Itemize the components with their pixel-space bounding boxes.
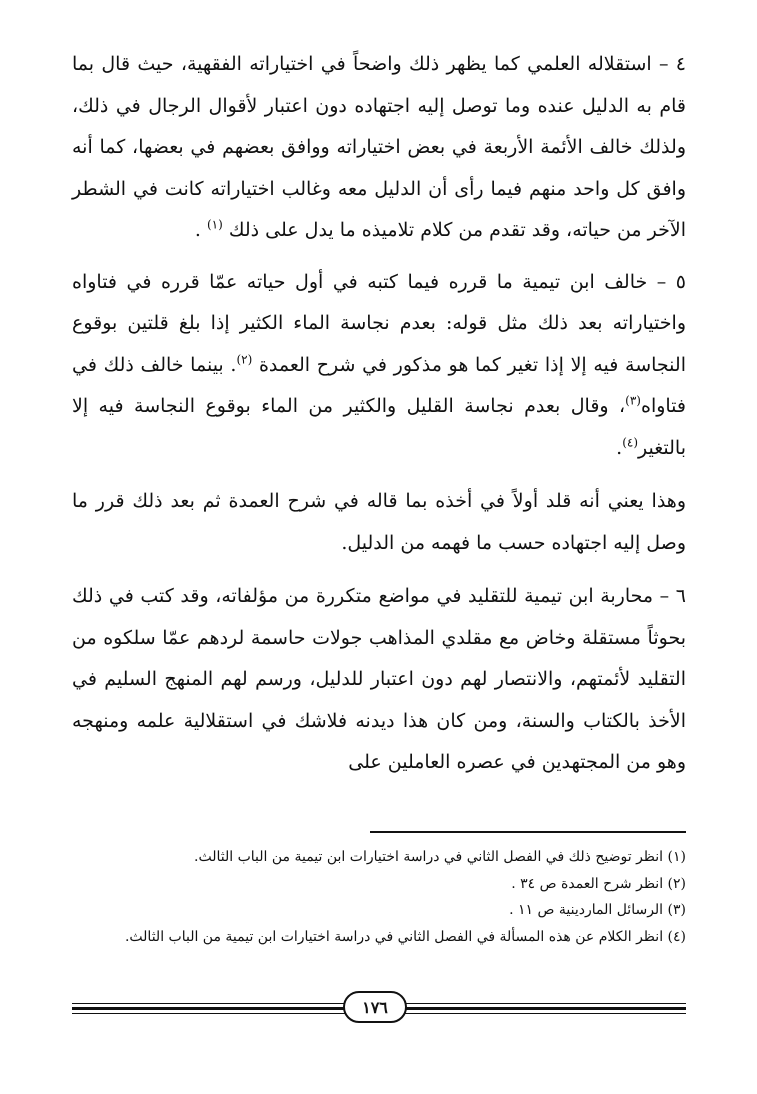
- paragraph-text-continued: ، وقال بعدم نجاسة القليل والكثير من الماء بوقوع النجاسة فيه إلا بالتغير: [72, 395, 686, 459]
- paragraph-imitation: وهذا يعني أنه قلد أولاً في أخذه بما قاله في شرح العمدة ثم بعد ذلك قرر ما وصل إليه اجتهاده حسب ما فهمه من الدليل.: [72, 490, 686, 554]
- paragraph-contradiction: [72, 262, 686, 470]
- paragraph-end: .: [616, 436, 623, 459]
- footnote-ref-1[interactable]: (١): [206, 217, 223, 232]
- paragraph-text: ٥ – خالف ابن تيمية ما قرره فيما كتبه في أول حياته عمّا قرره في فتاواه واختياراته بعد ذلك مثل قوله: بعدم نجاسة الماء الكثير إذا بلغ قلتين بوقوع النجاسة فيه إلا إذا تغير كما هو مذكور في شرح العمدة: [72, 270, 686, 376]
- footnote-4: (٤) انظر الكلام عن هذه المسألة في الفصل الثاني في دراسة اختيارات ابن تيمية من الباب الثالث.: [124, 928, 686, 945]
- footnote-divider: [370, 831, 686, 833]
- page-number-badge: ١٧٦: [343, 991, 407, 1023]
- footnote-2: (٢) انظر شرح العمدة ص ٣٤ .: [511, 875, 686, 892]
- paragraph-anti-taqlid: ٦ – محاربة ابن تيمية للتقليد في مواضع متكررة من مؤلفاته، وقد كتب في ذلك بحوثاً مستقلة وخاض مع مقلدي المذاهب جولات حاسمة لردهم عمّا سلكوه من التقليد لأئمتهم، والانتصار لهم دون اعتبار للدليل، ورسم لهم المنهج السليم في الأخذ بالكتاب والسنة، ومن كان هذا ديدنه فلاشك في استقلالية علمه ومنهجه وهو من المجتهدين في عصره العاملين على: [72, 585, 686, 773]
- paragraph-text-continued: . بينما خالف ذلك في فتاواه: [72, 353, 686, 417]
- footnote-3: (٣) الرسائل الماردينية ص ١١ .: [509, 902, 686, 918]
- paragraph-independence: [72, 44, 686, 252]
- paragraph-text: ٤ – استقلاله العلمي كما يظهر ذلك واضحاً في اختياراته الفقهية، حيث قال بما قام به الدليل عنده وما توصل إليه اجتهاده دون اعتبار لأقوال الرجال في ذلك، ولذلك خالف الأئمة الأربعة في بعض اختياراته ووافق بعضهم في بعضها، كما أنه وافق كل واحد منهم فيما رأى أن الدليل معه وغالب اختياراته كانت في الشطر الآخر من حياته، وقد تقدم من كلام تلاميذه ما يدل على ذلك: [72, 53, 686, 241]
- footnotes: [72, 844, 686, 950]
- footnote-ref-3[interactable]: (٣): [625, 393, 641, 408]
- main-text: [72, 44, 686, 796]
- footnote-1: (١) انظر توضيح ذلك في الفصل الثاني في دراسة اختيارات ابن تيمية من الباب الثالث.: [194, 849, 686, 865]
- footnote-ref-4[interactable]: (٤): [622, 435, 639, 450]
- paragraph-end: .: [194, 219, 207, 241]
- footnote-ref-2[interactable]: (٢): [236, 352, 253, 367]
